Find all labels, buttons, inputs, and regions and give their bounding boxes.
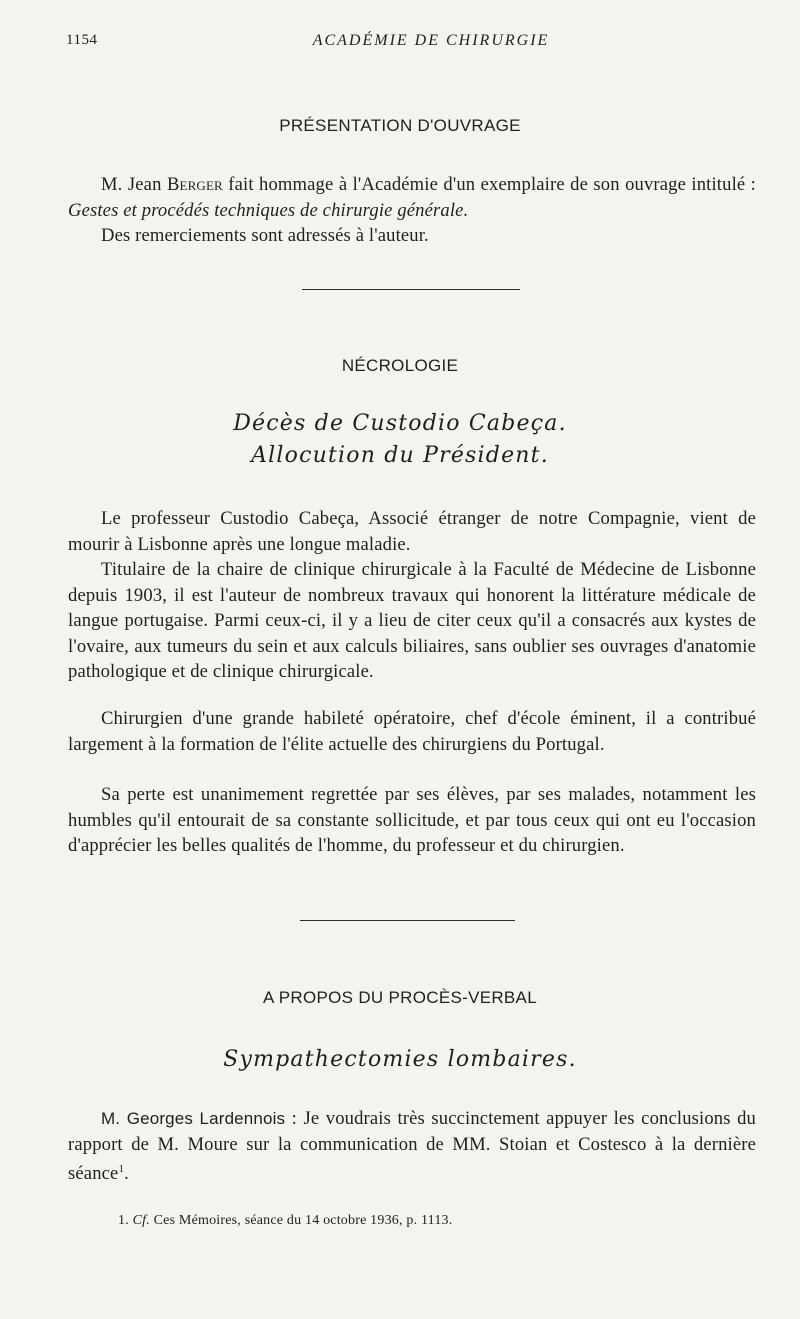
footnote-text: Ces Mémoires, séance du 14 octobre 1936, p. 1113. [149, 1213, 453, 1228]
speaker-name: M. Georges Lardennois [101, 1109, 286, 1128]
footnote-cf: Cf. [132, 1213, 150, 1228]
footnote [118, 1213, 452, 1229]
necrologie-paragraph-1: Le professeur Custodio Cabeça, Associé étranger de notre Compagnie, vient de mourir à Lisbonne après une longue maladie. [68, 508, 756, 555]
book-title: Gestes et procédés techniques de chirurgie générale. [68, 199, 469, 221]
section-heading-necrologie: NÉCROLOGIE [341, 356, 459, 375]
text-fragment: : Je voudrais très succinctement appuyer les conclusions du rapport de M. Moure sur la communication de MM. Stoian et Costesco à la dernière séance [68, 1108, 756, 1185]
article-title-sympathectomies: Sympathectomies lombaires. [223, 1047, 577, 1072]
running-head [66, 32, 756, 54]
section-heading-proces-verbal: A PROPOS DU PROCÈS-VERBAL [263, 988, 537, 1007]
necrologie-paragraph-3: Chirurgien d'une grande habileté opératoire, chef d'école éminent, il a contribué largement à la formation de l'élite actuelle des chirurgiens du Portugal. [68, 708, 756, 755]
text-fragment: M. Jean [101, 174, 167, 195]
article-title-line1: Décès de Custodio Cabeça. [233, 411, 567, 436]
page-number: 1154 [66, 32, 98, 48]
necrologie-paragraph-4: Sa perte est unanimement regrettée par ses élèves, par ses malades, notamment les humbles qu'il entourait de sa constante sollicitude, et par tous ceux qui ont eu l'occasion d'apprécier les belles qualités de l'homme, du professeur et du chirurgien. [68, 784, 756, 856]
text-fragment: . [124, 1163, 129, 1185]
presentation-thanks: Des remerciements sont adressés à l'auteur. [101, 225, 429, 246]
footnote-number: 1. [118, 1213, 129, 1228]
section-divider [300, 920, 515, 921]
necrologie-paragraph-2: Titulaire de la chaire de clinique chirurgicale à la Faculté de Médecine de Lisbonne depuis 1903, il est l'auteur de nombreux travaux qui honorent la littérature médicale de langue portugaise. Parmi ceux-ci, il y a lieu de citer ceux qu'il a consacrés aux kystes de l'ovaire, aux tumeurs du sein et aux calculs biliaires, sans oublier ses ouvrages d'anatomie pathologique et de clinique chirurgicale. [68, 559, 756, 682]
article-title-line2: Allocution du Président. [251, 443, 549, 468]
footnote-reference: 1 [118, 1163, 125, 1175]
running-title: ACADÉMIE DE CHIRURGIE [312, 32, 550, 49]
presentation-paragraph [68, 172, 756, 223]
section-divider [302, 289, 520, 290]
author-name: Berger [166, 174, 223, 195]
proces-verbal-paragraph [68, 1106, 756, 1187]
section-heading-presentation: PRÉSENTATION D'OUVRAGE [279, 116, 521, 135]
text-fragment: fait hommage à l'Académie d'un exemplaire de son ouvrage intitulé : [222, 174, 756, 195]
